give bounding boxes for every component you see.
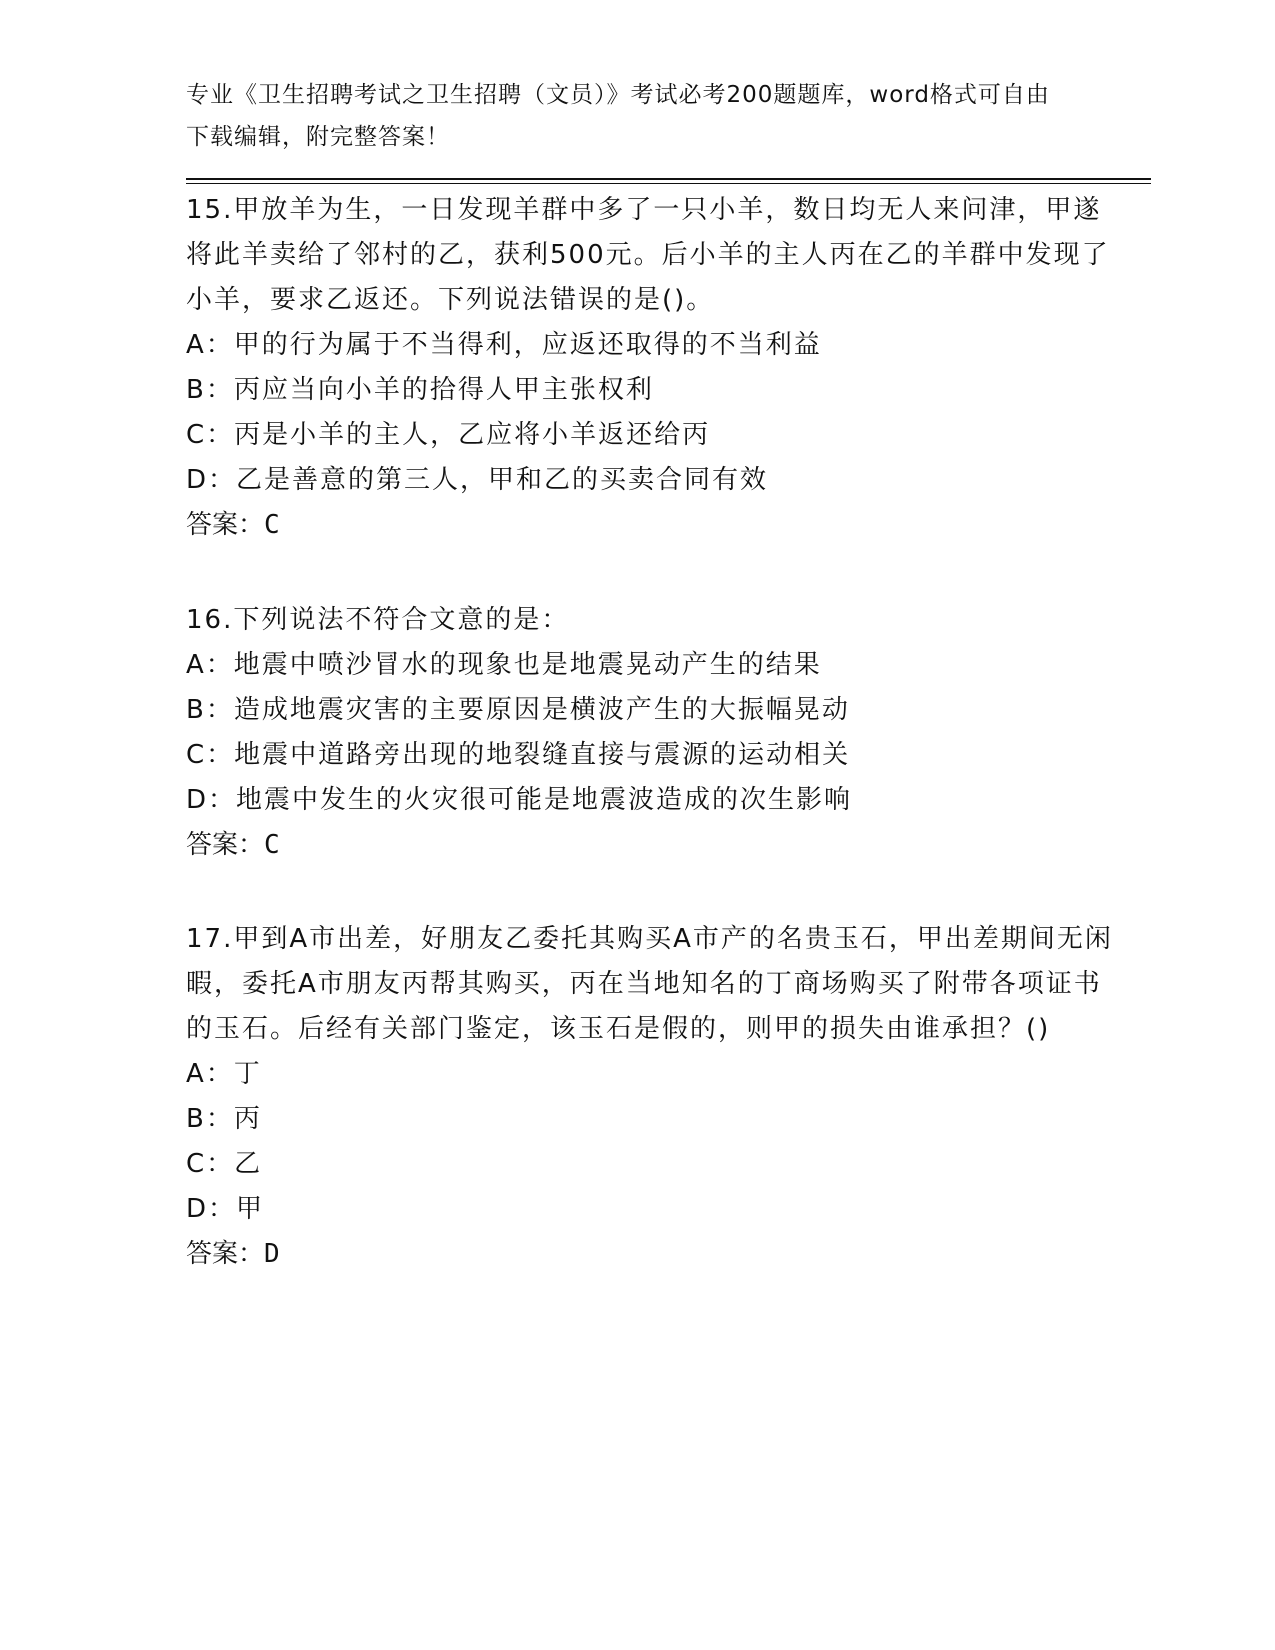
- answer: 答案：D: [186, 1239, 280, 1269]
- option-d: D：地震中发生的火灾很可能是地震波造成的次生影响: [186, 785, 853, 815]
- option-d: D：乙是善意的第三人，甲和乙的买卖合同有效: [186, 465, 769, 495]
- question-17: [186, 917, 1116, 1277]
- answer: 答案：C: [186, 510, 280, 540]
- question-15: [186, 188, 1116, 548]
- question-16: [186, 598, 1116, 868]
- question-stem: 15.甲放羊为生，一日发现羊群中多了一只小羊，数日均无人来问津，甲遂将此羊卖给了邻村的乙，获利500元。后小羊的主人丙在乙的羊群中发现了小羊，要求乙返还。下列说法错误的是()。: [186, 195, 1110, 315]
- header-divider-thick: [186, 178, 1151, 180]
- option-d: D：甲: [186, 1194, 265, 1224]
- question-stem: 17.甲到A市出差，好朋友乙委托其购买A市产的名贵玉石，甲出差期间无闲暇，委托A市朋友丙帮其购买，丙在当地知名的丁商场购买了附带各项证书的玉石。后经有关部门鉴定，该玉石是假的，则甲的损失由谁承担？(): [186, 924, 1113, 1044]
- header-divider-thin: [186, 183, 1151, 184]
- option-b: B：丙: [186, 1104, 262, 1134]
- option-a: A：甲的行为属于不当得利，应返还取得的不当利益: [186, 330, 822, 360]
- document-header: 专业《卫生招聘考试之卫生招聘（文员）》考试必考200题题库，word格式可自由下载编辑，附完整答案！: [186, 82, 1050, 150]
- option-a: A：地震中喷沙冒水的现象也是地震晃动产生的结果: [186, 650, 822, 680]
- option-c: C：地震中道路旁出现的地裂缝直接与震源的运动相关: [186, 740, 851, 770]
- option-b: B：造成地震灾害的主要原因是横波产生的大振幅晃动: [186, 695, 850, 725]
- option-a: A：丁: [186, 1059, 262, 1089]
- question-stem: 16.下列说法不符合文意的是：: [186, 605, 570, 635]
- answer: 答案：C: [186, 830, 280, 860]
- option-b: B：丙应当向小羊的拾得人甲主张权利: [186, 375, 654, 405]
- option-c: C：乙: [186, 1149, 263, 1179]
- option-c: C：丙是小羊的主人，乙应将小羊返还给丙: [186, 420, 711, 450]
